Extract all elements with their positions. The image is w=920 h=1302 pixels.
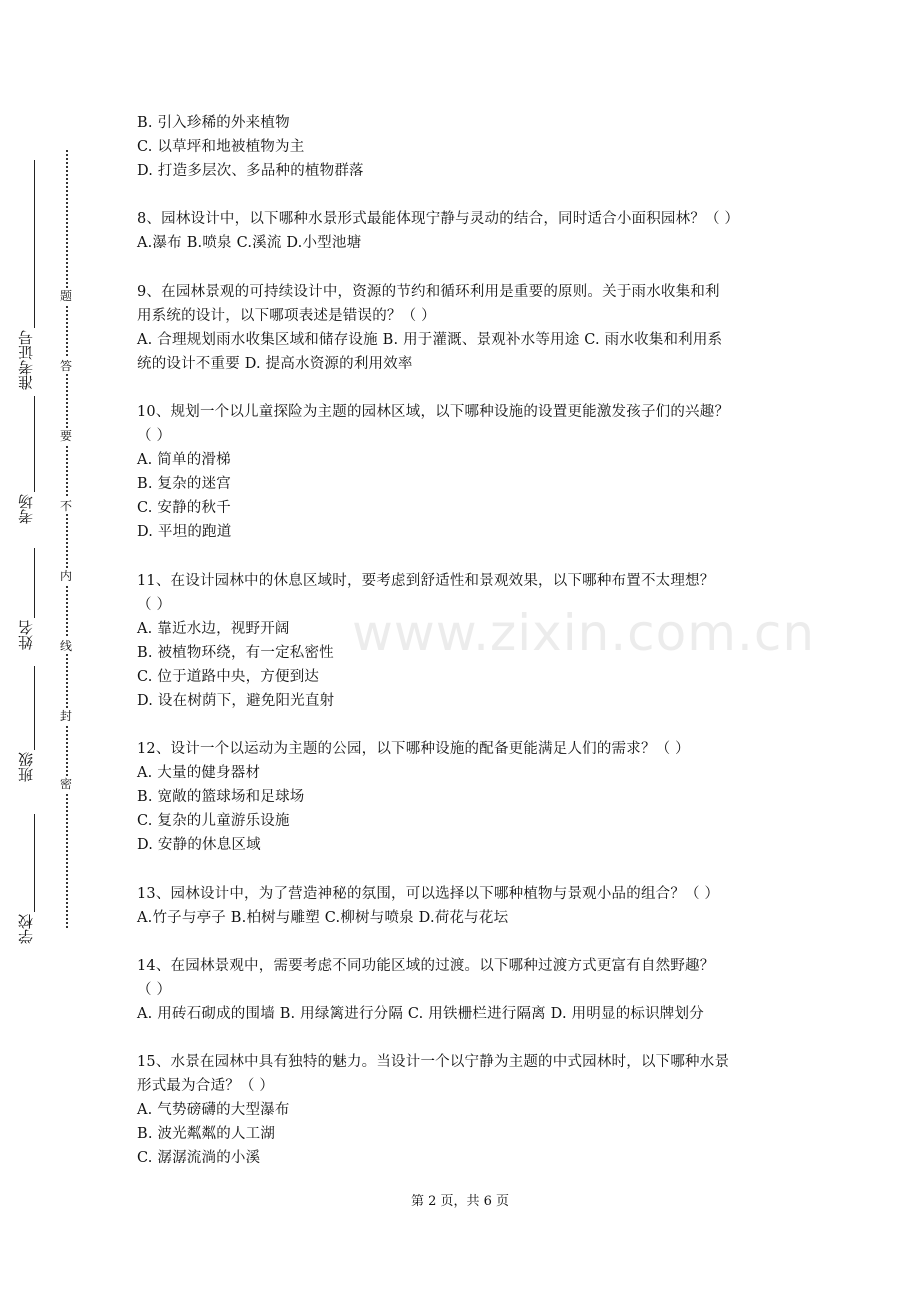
q15-stem-line2: 形式最为合适？（ ） xyxy=(137,1078,275,1094)
q7-option-b: B. 引入珍稀的外来植物 xyxy=(137,115,290,131)
q11-option-b: B. 被植物环绕，有一定私密性 xyxy=(137,645,334,661)
watermark: www.zixin.com.cn xyxy=(352,604,816,662)
seal-char: 线 xyxy=(59,639,72,653)
q11-option-a: A. 靠近水边，视野开阔 xyxy=(137,621,290,637)
q8-options: A.瀑布 B.喷泉 C.溪流 D.小型池塘 xyxy=(137,235,362,251)
q11-paren: （ ） xyxy=(137,597,172,613)
seal-char: 不 xyxy=(59,499,72,513)
q9-options-line2: 统的设计不重要 D. 提高水资源的利用效率 xyxy=(137,356,413,372)
exam-room-line xyxy=(34,396,35,492)
seal-char: 要 xyxy=(59,429,72,443)
q10-option-d: D. 平坦的跑道 xyxy=(137,524,232,540)
q10-option-a: A. 简单的滑梯 xyxy=(137,452,231,468)
exam-room-label: 考场 xyxy=(17,494,35,524)
q11-stem: 11、在设计园林中的休息区域时，要考虑到舒适性和景观效果，以下哪种布置不太理想？ xyxy=(137,573,715,589)
q12-stem: 12、设计一个以运动为主题的公园，以下哪种设施的配备更能满足人们的需求？（ ） xyxy=(137,741,690,757)
q11-option-d: D. 设在树荫下，避免阳光直射 xyxy=(137,693,335,709)
school-label: 学校 xyxy=(17,914,35,944)
seal-char: 封 xyxy=(59,709,72,723)
seal-char: 答 xyxy=(59,359,72,373)
q8-stem: 8、园林设计中，以下哪种水景形式最能体现宁静与灵动的结合，同时适合小面积园林？（ ） xyxy=(137,211,740,227)
class-label: 班级 xyxy=(17,752,35,782)
page-footer: 第 2 页，共 6 页 xyxy=(410,1194,510,1209)
q12-option-c: C. 复杂的儿童游乐设施 xyxy=(137,813,290,829)
q12-option-a: A. 大量的健身器材 xyxy=(137,765,261,781)
q14-options: A. 用砖石砌成的围墙 B. 用绿篱进行分隔 C. 用铁栅栏进行隔离 D. 用明显的标识牌划分 xyxy=(137,1006,704,1022)
q9-stem-line1: 9、在园林景观的可持续设计中，资源的节约和循环利用是重要的原则。关于雨水收集和利 xyxy=(137,284,720,300)
q15-option-c: C. 潺潺流淌的小溪 xyxy=(137,1150,261,1166)
q13-options: A.竹子与亭子 B.柏树与雕塑 C.柳树与喷泉 D.荷花与花坛 xyxy=(137,910,509,926)
seal-dotted-line xyxy=(66,150,68,928)
q10-option-b: B. 复杂的迷宫 xyxy=(137,476,231,492)
q14-stem: 14、在园林景观中，需要考虑不同功能区域的过渡。以下哪种过渡方式更富有自然野趣？ xyxy=(137,958,715,974)
q11-option-c: C. 位于道路中央，方便到达 xyxy=(137,669,320,685)
school-line xyxy=(34,814,35,912)
q9-options-line1: A. 合理规划雨水收集区域和储存设施 B. 用于灌溉、景观补水等用途 C. 雨水收集和利用系 xyxy=(137,332,723,348)
q15-stem-line1: 15、水景在园林中具有独特的魅力。当设计一个以宁静为主题的中式园林时，以下哪种水景 xyxy=(137,1054,730,1070)
q15-option-b: B. 波光粼粼的人工湖 xyxy=(137,1126,276,1142)
seal-char: 密 xyxy=(59,777,72,791)
q15-option-a: A. 气势磅礴的大型瀑布 xyxy=(137,1102,290,1118)
q10-paren: （ ） xyxy=(137,428,172,444)
exam-number-line xyxy=(34,160,35,328)
q10-stem: 10、规划一个以儿童探险为主题的园林区域，以下哪种设施的设置更能激发孩子们的兴趣？ xyxy=(137,404,730,420)
seal-char: 题 xyxy=(59,289,72,303)
q10-option-c: C. 安静的秋千 xyxy=(137,500,231,516)
q14-paren: （ ） xyxy=(137,982,172,998)
exam-number-label: 准考证号 xyxy=(17,330,35,390)
q13-stem: 13、园林设计中，为了营造神秘的氛围，可以选择以下哪种植物与景观小品的组合？（ ） xyxy=(137,886,720,902)
q7-option-c: C. 以草坪和地被植物为主 xyxy=(137,139,305,155)
name-line xyxy=(34,548,35,618)
q9-stem-line2: 用系统的设计，以下哪项表述是错误的？（ ） xyxy=(137,308,436,324)
q12-option-d: D. 安静的休息区域 xyxy=(137,837,261,853)
q7-option-d: D. 打造多层次、多品种的植物群落 xyxy=(137,163,364,179)
seal-char: 内 xyxy=(59,569,72,583)
name-label: 姓名 xyxy=(17,620,35,650)
q12-option-b: B. 宽敞的篮球场和足球场 xyxy=(137,789,305,805)
class-line xyxy=(34,666,35,750)
